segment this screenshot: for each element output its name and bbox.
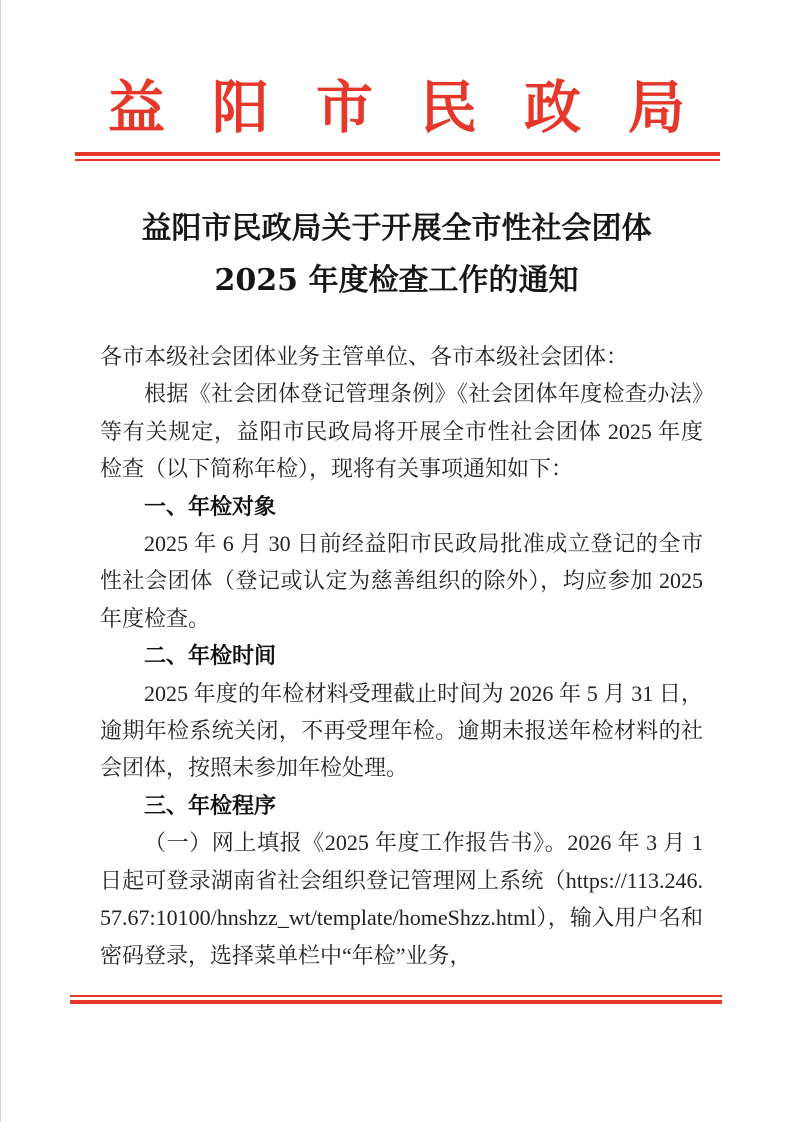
scan-edge-artifact	[0, 0, 1, 1122]
section-3-paragraph: （一）网上填报《2025 年度工作报告书》。2026 年 3 月 1 日起可登录湖南省社会组织登记管理网上系统（https://113.246.57.67:10100/hnshzz_wt/template/homeShzz.html），输入用户名和密码登录，选择菜单栏中“年检”业务，	[100, 830, 703, 968]
document-title	[0, 203, 793, 307]
footer-rule-thick-line	[70, 1000, 722, 1004]
section-2-heading: 二、年检时间	[144, 643, 277, 669]
letterhead-agency-name: 益阳市民政局	[108, 74, 732, 141]
document-body	[100, 338, 703, 974]
section-2-paragraph: 2025 年度的年检材料受理截止时间为 2026 年 5 月 31 日，逾期年检系统关闭，不再受理年检。逾期未报送年检材料的社会团体，按照未参加年检处理。	[100, 680, 703, 781]
section-1-heading: 一、年检对象	[144, 493, 277, 519]
document-title-line1: 益阳市民政局关于开展全市性社会团体	[141, 211, 652, 246]
header-rule-thin-line	[75, 159, 720, 161]
header-double-rule	[75, 152, 720, 161]
footer-double-rule	[70, 995, 722, 1004]
section-1-paragraph: 2025 年 6 月 30 日前经益阳市民政局批准成立登记的全市性社会团体（登记或认定为慈善组织的除外），均应参加 2025 年度检查。	[100, 531, 703, 631]
section-3-heading: 三、年检程序	[144, 792, 277, 818]
salutation: 各市本级社会团体业务主管单位、各市本级社会团体：	[100, 344, 629, 369]
intro-paragraph: 根据《社会团体登记管理条例》《社会团体年度检查办法》等有关规定，益阳市民政局将开展全市性社会团体 2025 年度检查（以下简称年检），现将有关事项通知如下：	[100, 381, 703, 482]
document-title-line2: 2025 年度检查工作的通知	[214, 263, 579, 298]
